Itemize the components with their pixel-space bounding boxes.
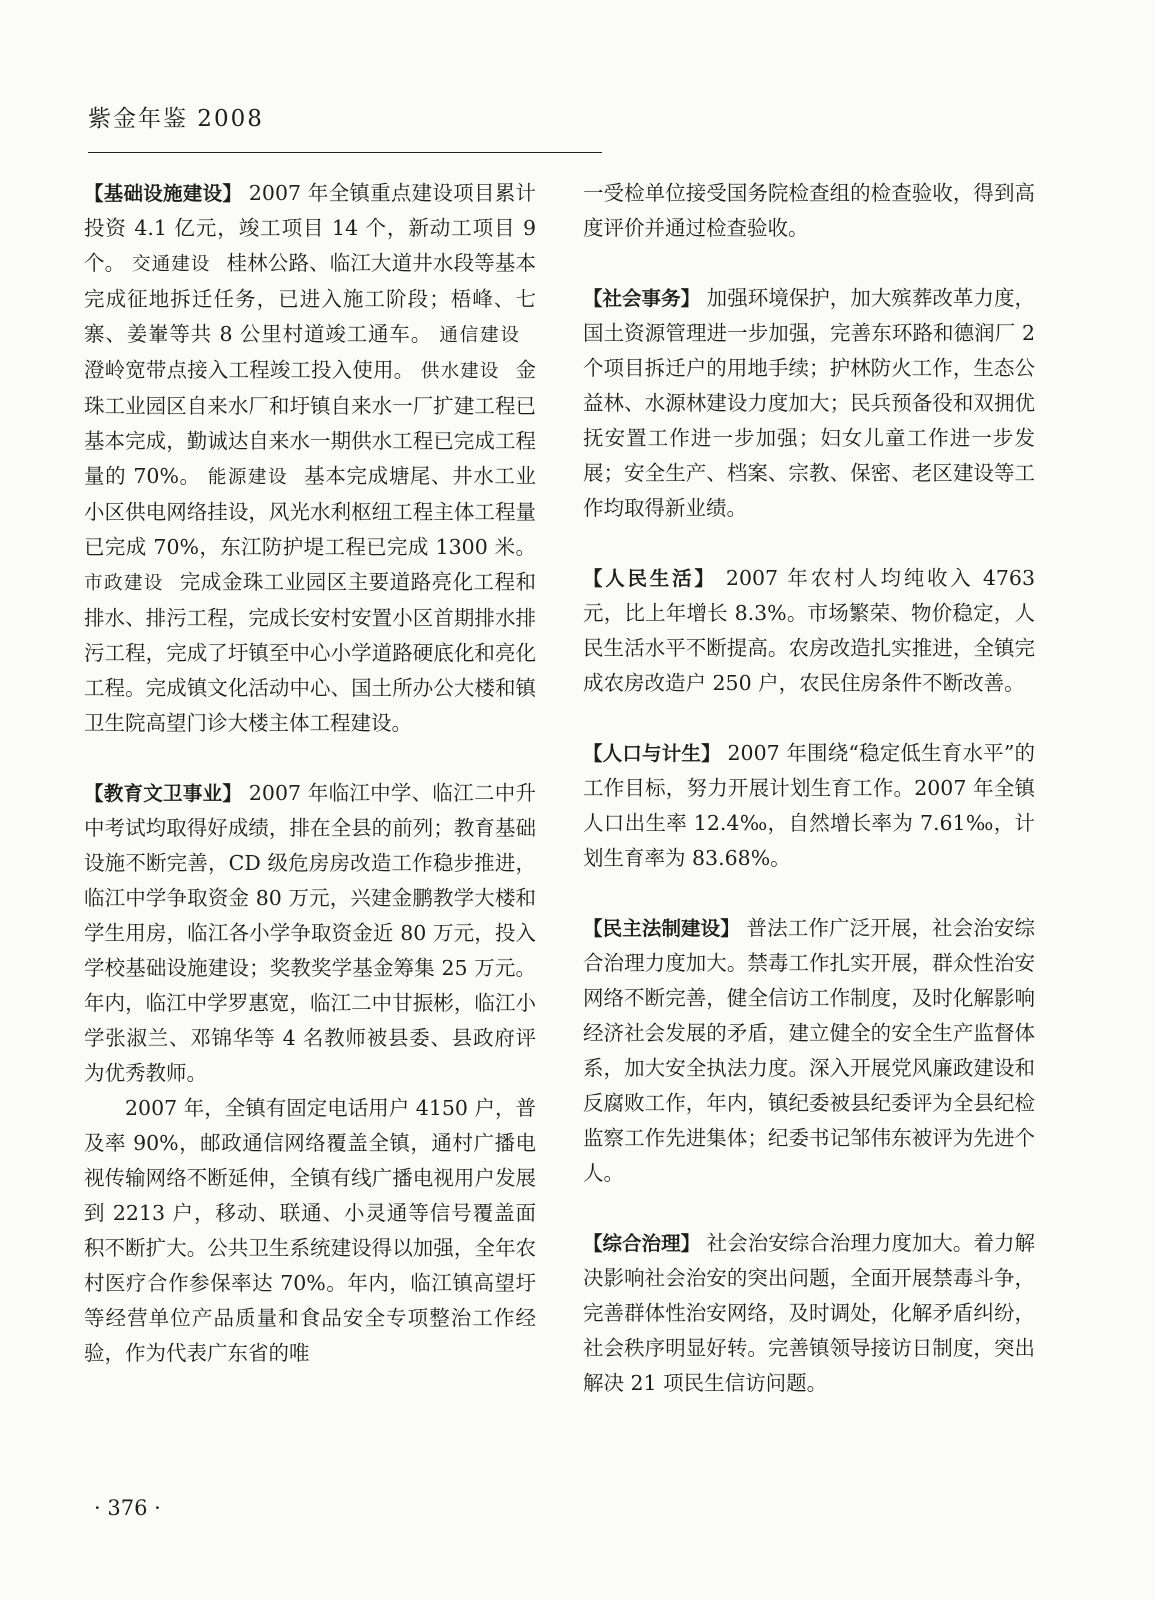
section-education <box>84 776 536 1091</box>
section-heading: 【民主法制建设】 <box>583 917 740 940</box>
body-text: 基本完成塘尾、井水工业小区供电网络挂设，风光水利枢纽工程主体工程量已完成 70%，东江防护堤工程已完成 1300 米。 <box>84 464 536 559</box>
body-text: 桂林公路、临江大道井水段等基本完成征地拆迁任务，已进入施工阶段；梧峰、七寨、姜輋等共 8 公里村道竣工通车。 <box>84 251 536 346</box>
section-heading: 【基础设施建设】 <box>84 182 243 205</box>
section-heading: 【人民生活】 <box>583 567 717 590</box>
body-text: 澄岭宽带点接入工程竣工投入使用。 <box>84 358 415 382</box>
subheading: 能源建设 <box>207 467 289 488</box>
section-heading: 【人口与计生】 <box>583 742 721 765</box>
section-heading: 【综合治理】 <box>583 1232 701 1255</box>
section-legal <box>583 911 1035 1191</box>
section-social-affairs <box>583 281 1035 526</box>
left-column <box>84 176 536 1371</box>
running-header: 紫金年鉴 2008 <box>88 106 264 132</box>
section-governance <box>583 1226 1035 1401</box>
body-text: 2007 年全镇重点建设项目累计投资 4.1 亿元，竣工项目 14 个，新动工项目 9 个。 <box>84 181 536 275</box>
right-column <box>583 176 1035 1401</box>
body-text: 2007 年围绕“稳定低生育水平”的工作目标，努力开展计划生育工作。2007 年全镇人口出生率 12.4‰，自然增长率为 7.61‰，计划生育率为 83.68%。 <box>583 741 1035 870</box>
body-text: 社会治安综合治理力度加大。着力解决影响社会治安的突出问题，全面开展禁毒斗争，完善群体性治安网络，及时调处，化解矛盾纠纷，社会秩序明显好转。完善镇领导接访日制度，突出解决 21 项民生信访问题。 <box>583 1231 1035 1395</box>
subheading: 市政建设 <box>84 573 164 594</box>
section-heading: 【社会事务】 <box>583 287 701 310</box>
paragraph-telecom <box>84 1091 536 1371</box>
body-text: 完成金珠工业园区主要道路亮化工程和排水、排污工程，完成长安村安置小区首期排水排污工程，完成了圩镇至中心小学道路硬底化和亮化工程。完成镇文化活动中心、国土所办公大楼和镇卫生院高望门诊大楼主体工程建设。 <box>84 570 536 735</box>
body-text: 普法工作广泛开展，社会治安综合治理力度加大。禁毒工作扎实开展，群众性治安网络不断完善，健全信访工作制度，及时化解影响经济社会发展的矛盾，建立健全的安全生产监督体系，加大安全执法力度。深入开展党风廉政建设和反腐败工作，年内，镇纪委被县纪委评为全县纪检监察工作先进集体；纪委书记邹伟东被评为先进个人。 <box>583 916 1035 1185</box>
paragraph-continued <box>583 176 1035 246</box>
body-text: 2007 年农村人均纯收入 4763 元，比上年增长 8.3%。市场繁荣、物价稳定，人民生活水平不断提高。农房改造扎实推进，全镇完成农房改造户 250 户，农民住房条件不断改善。 <box>583 566 1035 695</box>
subheading: 供水建设 <box>420 361 500 382</box>
body-text: 金珠工业园区自来水厂和圩镇自来水一厂扩建工程已基本完成，勤诚达自来水一期供水工程已完成工程量的 70%。 <box>84 358 536 488</box>
subheading: 通信建设 <box>439 325 520 346</box>
body-text: 加强环境保护，加大殡葬改革力度，国土资源管理进一步加强，完善东环路和德润厂 2 个项目拆迁户的用地手续；护林防火工作，生态公益林、水源林建设力度加大；民兵预备役和双拥优抚安置工作进一步加强；妇女儿童工作进一步发展；安全生产、档案、宗教、保密、老区建设等工作均取得新业绩。 <box>583 286 1035 520</box>
section-infrastructure <box>84 176 536 741</box>
body-text: 2007 年临江中学、临江二中升中考试均取得好成绩，排在全县的前列；教育基础设施不断完善，CD 级危房房改造工作稳步推进，临江中学争取资金 80 万元，兴建金鹏教学大楼和学生用房，临江各小学争取资金近 80 万元，投入学校基础设施建设；奖教奖学基金筹集 25 万元。年内，临江中学罗惠宽，临江二中甘振彬，临江小学张淑兰、邓锦华等 4 名教师被县委、县政府评为优秀教师。 <box>84 781 536 1085</box>
section-population <box>583 736 1035 876</box>
body-text: 2007 年，全镇有固定电话用户 4150 户，普及率 90%，邮政通信网络覆盖全镇，通村广播电视传输网络不断延伸，全镇有线广播电视用户发展到 2213 户，移动、联通、小灵通等信号覆盖面积不断扩大。公共卫生系统建设得以加强，全年农村医疗合作参保率达 70%。年内，临江镇高望圩等经营单位产品质量和食品安全专项整治工作经验，作为代表广东省的唯 <box>84 1096 536 1365</box>
body-text: 一受检单位接受国务院检查组的检查验收，得到高度评价并通过检查验收。 <box>583 181 1035 240</box>
section-heading: 【教育文卫事业】 <box>84 782 243 805</box>
subheading: 交通建设 <box>131 254 211 275</box>
section-livelihood <box>583 561 1035 701</box>
page-number: · 376 · <box>94 1496 161 1520</box>
header-rule <box>88 152 602 153</box>
